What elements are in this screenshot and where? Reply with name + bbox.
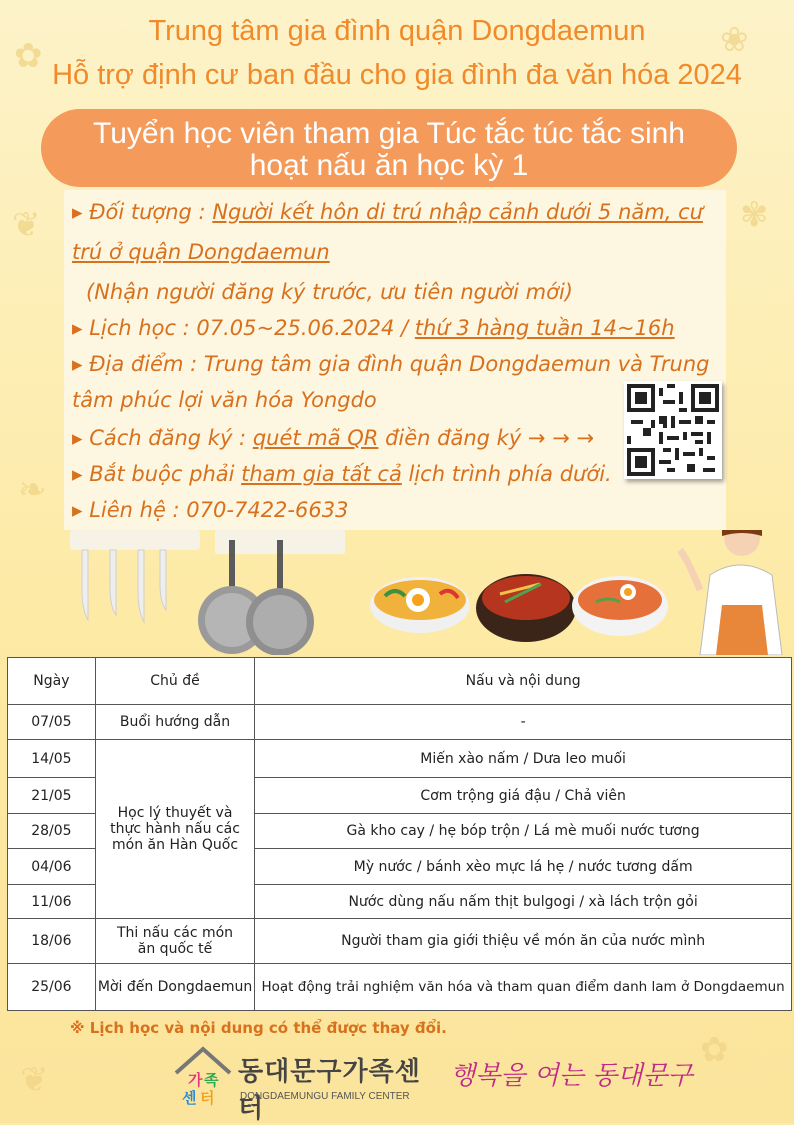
row-content: Người tham gia giới thiệu về món ăn của nước mình	[255, 919, 792, 964]
target-line	[72, 200, 703, 224]
row-content: -	[255, 705, 792, 740]
logo-korean-name: 동대문구가족센터	[238, 1057, 421, 1124]
schedule-label: ▸ Lịch học : 07.05~25.06.2024 /	[72, 316, 415, 340]
cold-noodle-bowl-icon	[572, 576, 668, 636]
row-content: Cơm trộng giá đậu / Chả viên	[255, 778, 792, 814]
row-date: 04/06	[8, 849, 96, 885]
register-line	[72, 426, 594, 450]
row-date: 28/05	[8, 814, 96, 849]
bibimbap-bowl-icon	[370, 577, 470, 633]
family-center-logo	[172, 1045, 432, 1124]
recruitment-banner	[41, 109, 737, 187]
row-topic: Buổi hướng dẫn	[95, 705, 254, 740]
svg-text:가: 가	[188, 1071, 203, 1089]
header-subtitle: Hỗ trợ định cư ban đầu cho gia đình đa văn hóa 2024	[52, 59, 742, 91]
row-date: 14/05	[8, 740, 96, 778]
location-line: ▸ Địa điểm : Trung tâm gia đình quận Dongdaemun và Trung	[72, 352, 710, 376]
banner-line-1: Tuyển học viên tham gia Túc tắc túc tắc sinh	[93, 117, 685, 150]
svg-text:센: 센	[182, 1089, 197, 1107]
row-content: Gà kho cay / hẹ bóp trộn / Lá mè muối nước tương	[255, 814, 792, 849]
logo-english-name: DONGDAEMUNGU FAMILY CENTER	[240, 1091, 410, 1102]
row-date: 25/06	[8, 964, 96, 1011]
table-row	[8, 705, 792, 740]
col-header-topic: Chủ đề	[95, 658, 254, 705]
leaf-doodle-icon: ❦	[12, 205, 41, 245]
kitchen-illustration	[0, 530, 794, 655]
row-content: Mỳ nước / bánh xèo mực lá hẹ / nước tương dấm	[255, 849, 792, 885]
row-date: 18/06	[8, 919, 96, 964]
mandatory-emphasis: tham gia tất cả	[241, 462, 402, 486]
pumpkin-doodle-icon: ❀	[720, 20, 749, 60]
header-title: Trung tâm gia đình quận Dongdaemun	[148, 15, 646, 47]
chef-icon	[680, 530, 782, 655]
table-row	[8, 964, 792, 1011]
col-header-date: Ngày	[8, 658, 96, 705]
row-date: 07/05	[8, 705, 96, 740]
register-qr-link: quét mã QR	[252, 426, 379, 450]
fruit-doodle-icon: ✾	[740, 195, 769, 235]
row-topic: Thi nấu các món ăn quốc tế	[95, 919, 254, 964]
leaf-doodle-icon: ❧	[18, 470, 47, 510]
location-line-2: tâm phúc lợi văn hóa Yongdo	[72, 388, 377, 412]
vegetable-doodle-icon: ❦	[20, 1060, 49, 1100]
family-center-logo-icon	[172, 1045, 234, 1107]
col-header-content: Nấu và nội dung	[255, 658, 792, 705]
schedule-line	[72, 316, 675, 340]
fish-doodle-icon: ✿	[700, 1030, 729, 1070]
mandatory-label: ▸ Bắt buộc phải	[72, 462, 242, 486]
row-topic: Học lý thuyết và thực hành nấu các món ăn Hàn Quốc	[95, 740, 254, 919]
target-label: ▸ Đối tượng :	[72, 200, 213, 224]
row-topic: Mời đến Dongdaemun	[95, 964, 254, 1011]
target-line-2	[72, 240, 330, 264]
district-slogan: 행복을 여는 동대문구	[450, 1061, 693, 1091]
row-content: Nước dùng nấu nấm thịt bulgogi / xà lách trộn gỏi	[255, 885, 792, 919]
mandatory-line	[72, 462, 612, 486]
frying-pans-icon	[198, 540, 314, 655]
banner-line-2: hoạt nấu ăn học kỳ 1	[249, 149, 529, 182]
row-date: 21/05	[8, 778, 96, 814]
qr-code[interactable]	[624, 381, 722, 479]
register-suffix: điền đăng ký → → →	[378, 426, 595, 450]
svg-text:터: 터	[200, 1089, 215, 1107]
row-content: Miến xào nấm / Dưa leo muối	[255, 740, 792, 778]
change-notice: ※ Lịch học và nội dung có thể được thay đổi.	[70, 1019, 447, 1037]
stew-pot-icon	[476, 574, 576, 642]
knife-rack-icon	[70, 530, 200, 550]
table-row	[8, 740, 792, 778]
schedule-time: thứ 3 hàng tuần 14~16h	[414, 316, 675, 340]
target-note: (Nhận người đăng ký trước, ưu tiên người mới)	[86, 280, 573, 304]
contact-line: ▸ Liên hệ : 070-7422-6633	[72, 498, 349, 522]
vegetable-doodle-icon: ✿	[14, 36, 43, 76]
target-value: Người kết hôn di trú nhập cảnh dưới 5 năm, cư	[212, 200, 703, 224]
table-row	[8, 919, 792, 964]
register-label: ▸ Cách đăng ký :	[72, 426, 253, 450]
target-value-2: trú ở quận Dongdaemun	[72, 240, 330, 264]
knives-icon	[82, 550, 166, 622]
row-content: Hoạt động trải nghiệm văn hóa và tham quan điểm danh lam ở Dongdaemun	[255, 964, 792, 1011]
schedule-table	[7, 657, 792, 1011]
mandatory-suffix: lịch trình phía dưới.	[401, 462, 612, 486]
svg-text:족: 족	[204, 1071, 219, 1089]
qr-code-icon	[627, 384, 719, 476]
row-date: 11/06	[8, 885, 96, 919]
